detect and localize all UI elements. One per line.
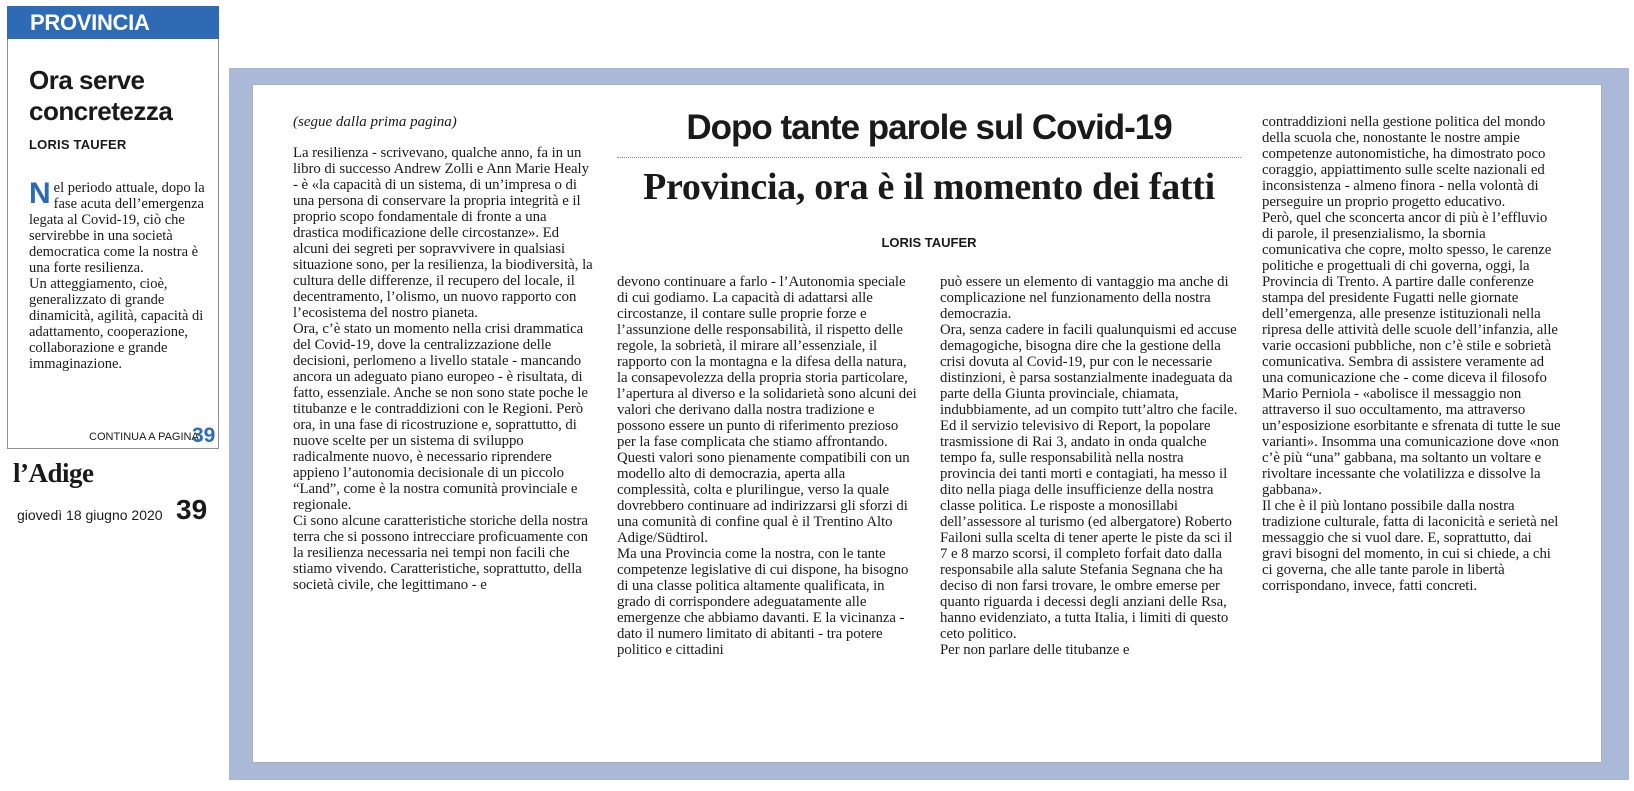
section-label: PROVINCIA xyxy=(7,6,219,39)
teaser-title: Ora serve concretezza xyxy=(29,65,173,126)
paragraph: La resilienza - scrivevano, qualche anno, fa in un libro di successo Andrew Zolli e Ann Marie Healy - è «la capacità di un sistema, di un’impresa o di una persona di conservare la propria integrità e il proprio scopo fondamentale di fronte a una drastica modificazione delle circostanze». Ed alcuni dei segreti per sopravvivere in qualsiasi situazione sono, per la resilienza, la biodiversità, la cultura delle differenze, il recupero del locale, il decentramento, l’olismo, un nuovo rapporto con l’ecosistema del nostro pianeta. xyxy=(293,145,593,321)
publication-date: giovedì 18 giugno 2020 xyxy=(17,507,163,523)
paragraph: Per non parlare delle titubanze e xyxy=(940,642,1130,658)
article-column-2 xyxy=(617,274,919,658)
drop-cap: N xyxy=(29,177,51,210)
paragraph: Ora, c’è stato un momento nella crisi drammatica del Covid-19, dove la centralizzazione delle decisioni, perlomeno a livello statale - mancando ancora un adeguato piano europeo - è risultata, di fatto, essenziale. Anche se non sono state poche le titubanze e le contraddizioni con le Regioni. Però ora, in una fase di ricostruzione e, soprattutto, di nuove scelte per un sistema di sviluppo radicalmente nuovo, è necessario riprendere appieno l’autonomia decisionale di un piccolo “Land”, come è la nostra comunità provinciale e regionale. xyxy=(293,321,588,513)
teaser-paragraph-1-text: el periodo attuale, dopo la fase acuta dell’emergenza legata al Covid-19, ciò che servirebbe in una società democratica come la nostra è una forte resilienza. xyxy=(29,180,205,276)
page-number: 39 xyxy=(176,494,208,525)
paragraph: Ora, senza cadere in facili qualunquismi ed accuse demagogiche, bisogna dire che la gestione della crisi dovuta al Covid-19, pur con le necessarie distinzioni, è parsa sostanzialmente inadeguata da parte della Giunta provinciale, chiamata, indubbiamente, ad un compito tutt’altro che facile. Ed il servizio televisivo di Report, la popolare trasmissione di Rai 3, andato in onda qualche tempo fa, sulle responsabilità nella nostra provincia dei tanti morti e contagiati, ha messo il dito nella piaga delle insufficienze della nostra classe politica. Le risposte a monosillabi dell’assessore al turismo (ed albergatore) Roberto Failoni sulla scelta di tener aperte le piste da sci il 7 e 8 marzo scorsi, il completo forfait dato dalla responsabile alla salute Stefania Segnana che ha deciso di non farsi trovare, le ombre emerse per quanto riguarda i decessi degli anziani delle Rsa, hanno evidenziato, a tutta Italia, i limiti di questo ceto politico. xyxy=(940,322,1238,642)
paragraph: Però, quel che sconcerta ancor di più è l’effluvio di parole, il presenzialismo, la sbornia comunicativa che copre, molto spesso, le carenze politiche e progettuali di chi governa, oggi, la Provincia di Trento. A partire dalle conferenze stampa del presidente Fugatti nelle giornate dell’emergenza, alle presenze istituzionali nella ripresa delle attività delle scuole dell’infanzia, alle varie occasioni pubbliche, non c’è stile e sobrietà comunicativa. Sembra di assistere veramente ad una comunicazione che - come diceva il filosofo Mario Perniola - «abolisce il messaggio non attraverso il suo occultamento, ma attraverso un’esposizione esorbitante e sfrenata di tutte le sue varianti». Insomma una comunicazione dove «non c’è più “una” gabbana, ma soltanto un voltare e rivoltare incessante che volatilizza e dissolve la gabbana». xyxy=(1262,210,1561,498)
continua-label: CONTINUA A PAGINA xyxy=(89,431,199,443)
paragraph: devono continuare a farlo - l’Autonomia speciale di cui godiamo. La capacità di adattarsi alle circostanze, il contare sulle proprie forze e l’assunzione delle responsabilità, il rispetto delle regole, la sobrietà, il mirare all’essenziale, il rapporto con la montagna e la difesa della natura, la consapevolezza della propria storia particolare, l’apertura al diverso e la solidarietà sono alcuni dei valori che derivano dalla nostra tradizione e possono essere un punto di riferimento prezioso per la fase complicata che stiamo affrontando. xyxy=(617,274,917,450)
article-column-3 xyxy=(940,274,1242,658)
paragraph: Il che è il più lontano possibile dalla nostra tradizione culturale, fatta di laconicità e serietà nel messaggio che si vuol dare. E, soprattutto, dai gravi bisogni del momento, in cui si chiede, a chi ci governa, che alle tante parole in libertà corrispondano, invece, fatti concreti. xyxy=(1262,498,1559,594)
paragraph: può essere un elemento di vantaggio ma anche di complicazione nel funzionamento della nostra democrazia. xyxy=(940,274,1229,322)
article-byline: LORIS TAUFER xyxy=(881,235,977,250)
teaser-paragraph-2: Un atteggiamento, cioè, generalizzato di grande dinamicità, agilità, capacità di adattamento, cooperazione, collaborazione e grande immaginazione. xyxy=(29,276,204,372)
paragraph: Questi valori sono pienamente compatibili con un modello alto di democrazia, aperta alla complessità, colta e plurilingue, verso la quale dovrebbero continuare ad indirizzarsi gli sforzi di una comunità di confine qual è il Trentino Alto Adige/Südtirol. xyxy=(617,450,910,546)
newspaper-masthead: l’Adige xyxy=(13,458,94,488)
article-intro: (segue dalla prima pagina) xyxy=(293,114,457,130)
paragraph: contraddizioni nella gestione politica del mondo della scuola che, nonostante le nostre ampie competenze autonomistiche, ha dimostrato poco coraggio, appiattimento sulle scelte nazionali ed inconsistenza - almeno finora - nella volontà di perseguire un proprio progetto educativo. xyxy=(1262,114,1546,210)
article-column-1 xyxy=(293,145,595,593)
article-headline: Provincia, ora è il momento dei fatti xyxy=(643,166,1215,208)
paragraph: Ci sono alcune caratteristiche storiche della nostra terra che si possono intrecciare proficuamente con la resilienza necessaria nei tempi non facili che stiamo vivendo. Caratteristiche, soprattutto, della società civile, che legittimano - e xyxy=(293,513,588,593)
continua-page-link[interactable]: 39 xyxy=(192,424,216,447)
teaser-paragraph-1 xyxy=(29,177,215,276)
kicker-divider xyxy=(617,157,1241,158)
article-kicker: Dopo tante parole sul Covid-19 xyxy=(686,108,1172,147)
teaser-author: LORIS TAUFER xyxy=(29,137,127,152)
article-column-4 xyxy=(1262,114,1562,594)
paragraph: Ma una Provincia come la nostra, con le tante competenze legislative di cui dispone, ha bisogno di una classe politica altamente qualificata, in grado di corrispondere adeguatamente alle emergenze che abbiamo davanti. E la vicinanza - dato il numero limitato di abitanti - tra potere politico e cittadini xyxy=(617,546,909,658)
teaser-text xyxy=(29,177,215,372)
